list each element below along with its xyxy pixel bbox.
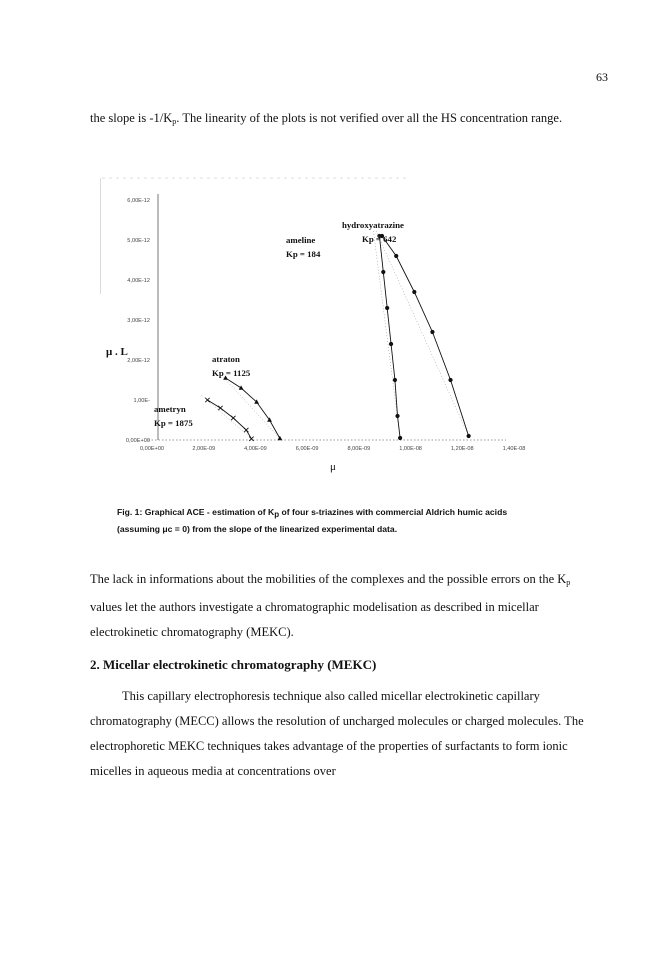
series-line xyxy=(382,236,469,436)
y-tick-label: 2,00E-12 xyxy=(127,358,150,364)
x-tick-label: 4,00E-09 xyxy=(244,446,267,452)
caption-text-1: Fig. 1: Graphical ACE - estimation of K xyxy=(117,507,275,517)
data-point-marker xyxy=(395,414,399,418)
series-label: Kp = 1875 xyxy=(154,418,193,428)
data-point-marker xyxy=(398,436,402,440)
y-tick-label: 3,00E-12 xyxy=(127,318,150,324)
series-line xyxy=(226,378,280,438)
y-tick-label: 5,00E-12 xyxy=(127,238,150,244)
body-paragraph-3: This capillary electrophoresis technique also called micellar electrokinetic capillary chromatography (MECC) allows the resolution of uncharged molecules or charged molecules. The electrophoretic MEKC techniques takes advantage of the properties of surfactants to form ionic micelles in aqueous media at concentrations over xyxy=(90,689,584,778)
page-number: 63 xyxy=(596,70,608,84)
intro-subscript: p xyxy=(172,117,177,126)
data-point-marker xyxy=(393,378,397,382)
body-paragraph-2 xyxy=(90,567,590,645)
x-tick-label: 1,40E-08 xyxy=(502,446,526,452)
caption-subscript: p xyxy=(274,510,280,519)
caption-text-2: of four s-triazines with commercial Aldrich humic acids xyxy=(279,507,508,517)
chart-svg xyxy=(100,176,560,496)
data-point-marker xyxy=(218,406,222,410)
y-tick-label: 1,00E- xyxy=(133,398,150,404)
y-tick-label: 0,00E+00 xyxy=(125,438,150,444)
x-tick-label: 8,00E-09 xyxy=(347,446,371,452)
intro-text-1: the slope is -1/K xyxy=(90,111,173,125)
data-point-marker xyxy=(244,428,248,432)
para2-subscript: p xyxy=(566,578,571,587)
y-axis-label: μ . L xyxy=(106,346,128,358)
data-point-marker xyxy=(412,290,416,294)
intro-paragraph xyxy=(90,106,590,134)
data-point-marker xyxy=(239,385,244,389)
series-fit-line xyxy=(220,373,280,438)
x-axis-label: μ xyxy=(330,461,336,473)
data-point-marker xyxy=(394,254,398,258)
figure-chart xyxy=(100,176,560,496)
data-point-marker xyxy=(430,330,434,334)
y-tick-label: 4,00E-12 xyxy=(127,278,150,284)
series-label: atraton xyxy=(212,354,240,364)
para2-text-1: The lack in informations about the mobilities of the complexes and the possible errors on the K xyxy=(90,572,567,586)
intro-text-2: . The linearity of the plots is not verified over all the HS concentration range. xyxy=(176,111,563,125)
data-point-marker xyxy=(277,436,282,440)
data-point-marker xyxy=(249,437,253,441)
data-point-marker xyxy=(381,270,385,274)
series-label: Kp = 642 xyxy=(362,234,397,244)
data-point-marker xyxy=(385,306,389,310)
y-tick-label: 6,00E-12 xyxy=(127,198,150,204)
figure-caption-line-2: (assuming μc = 0) from the slope of the linearized experimental data. xyxy=(117,524,398,534)
x-tick-label: 1,00E-08 xyxy=(399,446,422,452)
section-heading: 2. Micellar electrokinetic chromatography (MEKC) xyxy=(90,657,377,672)
data-point-marker xyxy=(205,398,209,402)
x-tick-label: 0,00E+00 xyxy=(139,446,165,452)
data-point-marker xyxy=(231,416,235,420)
series-label: ametryn xyxy=(154,404,186,414)
series-label: ameline xyxy=(286,235,316,245)
series-line xyxy=(379,236,400,438)
series-label: Kp = 1125 xyxy=(212,368,251,378)
x-tick-label: 6,00E-09 xyxy=(295,446,319,452)
x-tick-label: 1,20E-08 xyxy=(450,446,474,452)
para2-text-2: values let the authors investigate a chromatographic modelisation as described in micellar electrokinetic chromatography (MEKC). xyxy=(90,600,539,639)
data-point-marker xyxy=(467,434,471,438)
series-label: hydroxyatrazine xyxy=(342,220,404,230)
series-label: Kp = 184 xyxy=(286,249,321,259)
series-fit-line xyxy=(373,231,400,438)
data-point-marker xyxy=(389,342,393,346)
data-point-marker xyxy=(448,378,452,382)
x-tick-label: 2,00E-09 xyxy=(192,446,216,452)
